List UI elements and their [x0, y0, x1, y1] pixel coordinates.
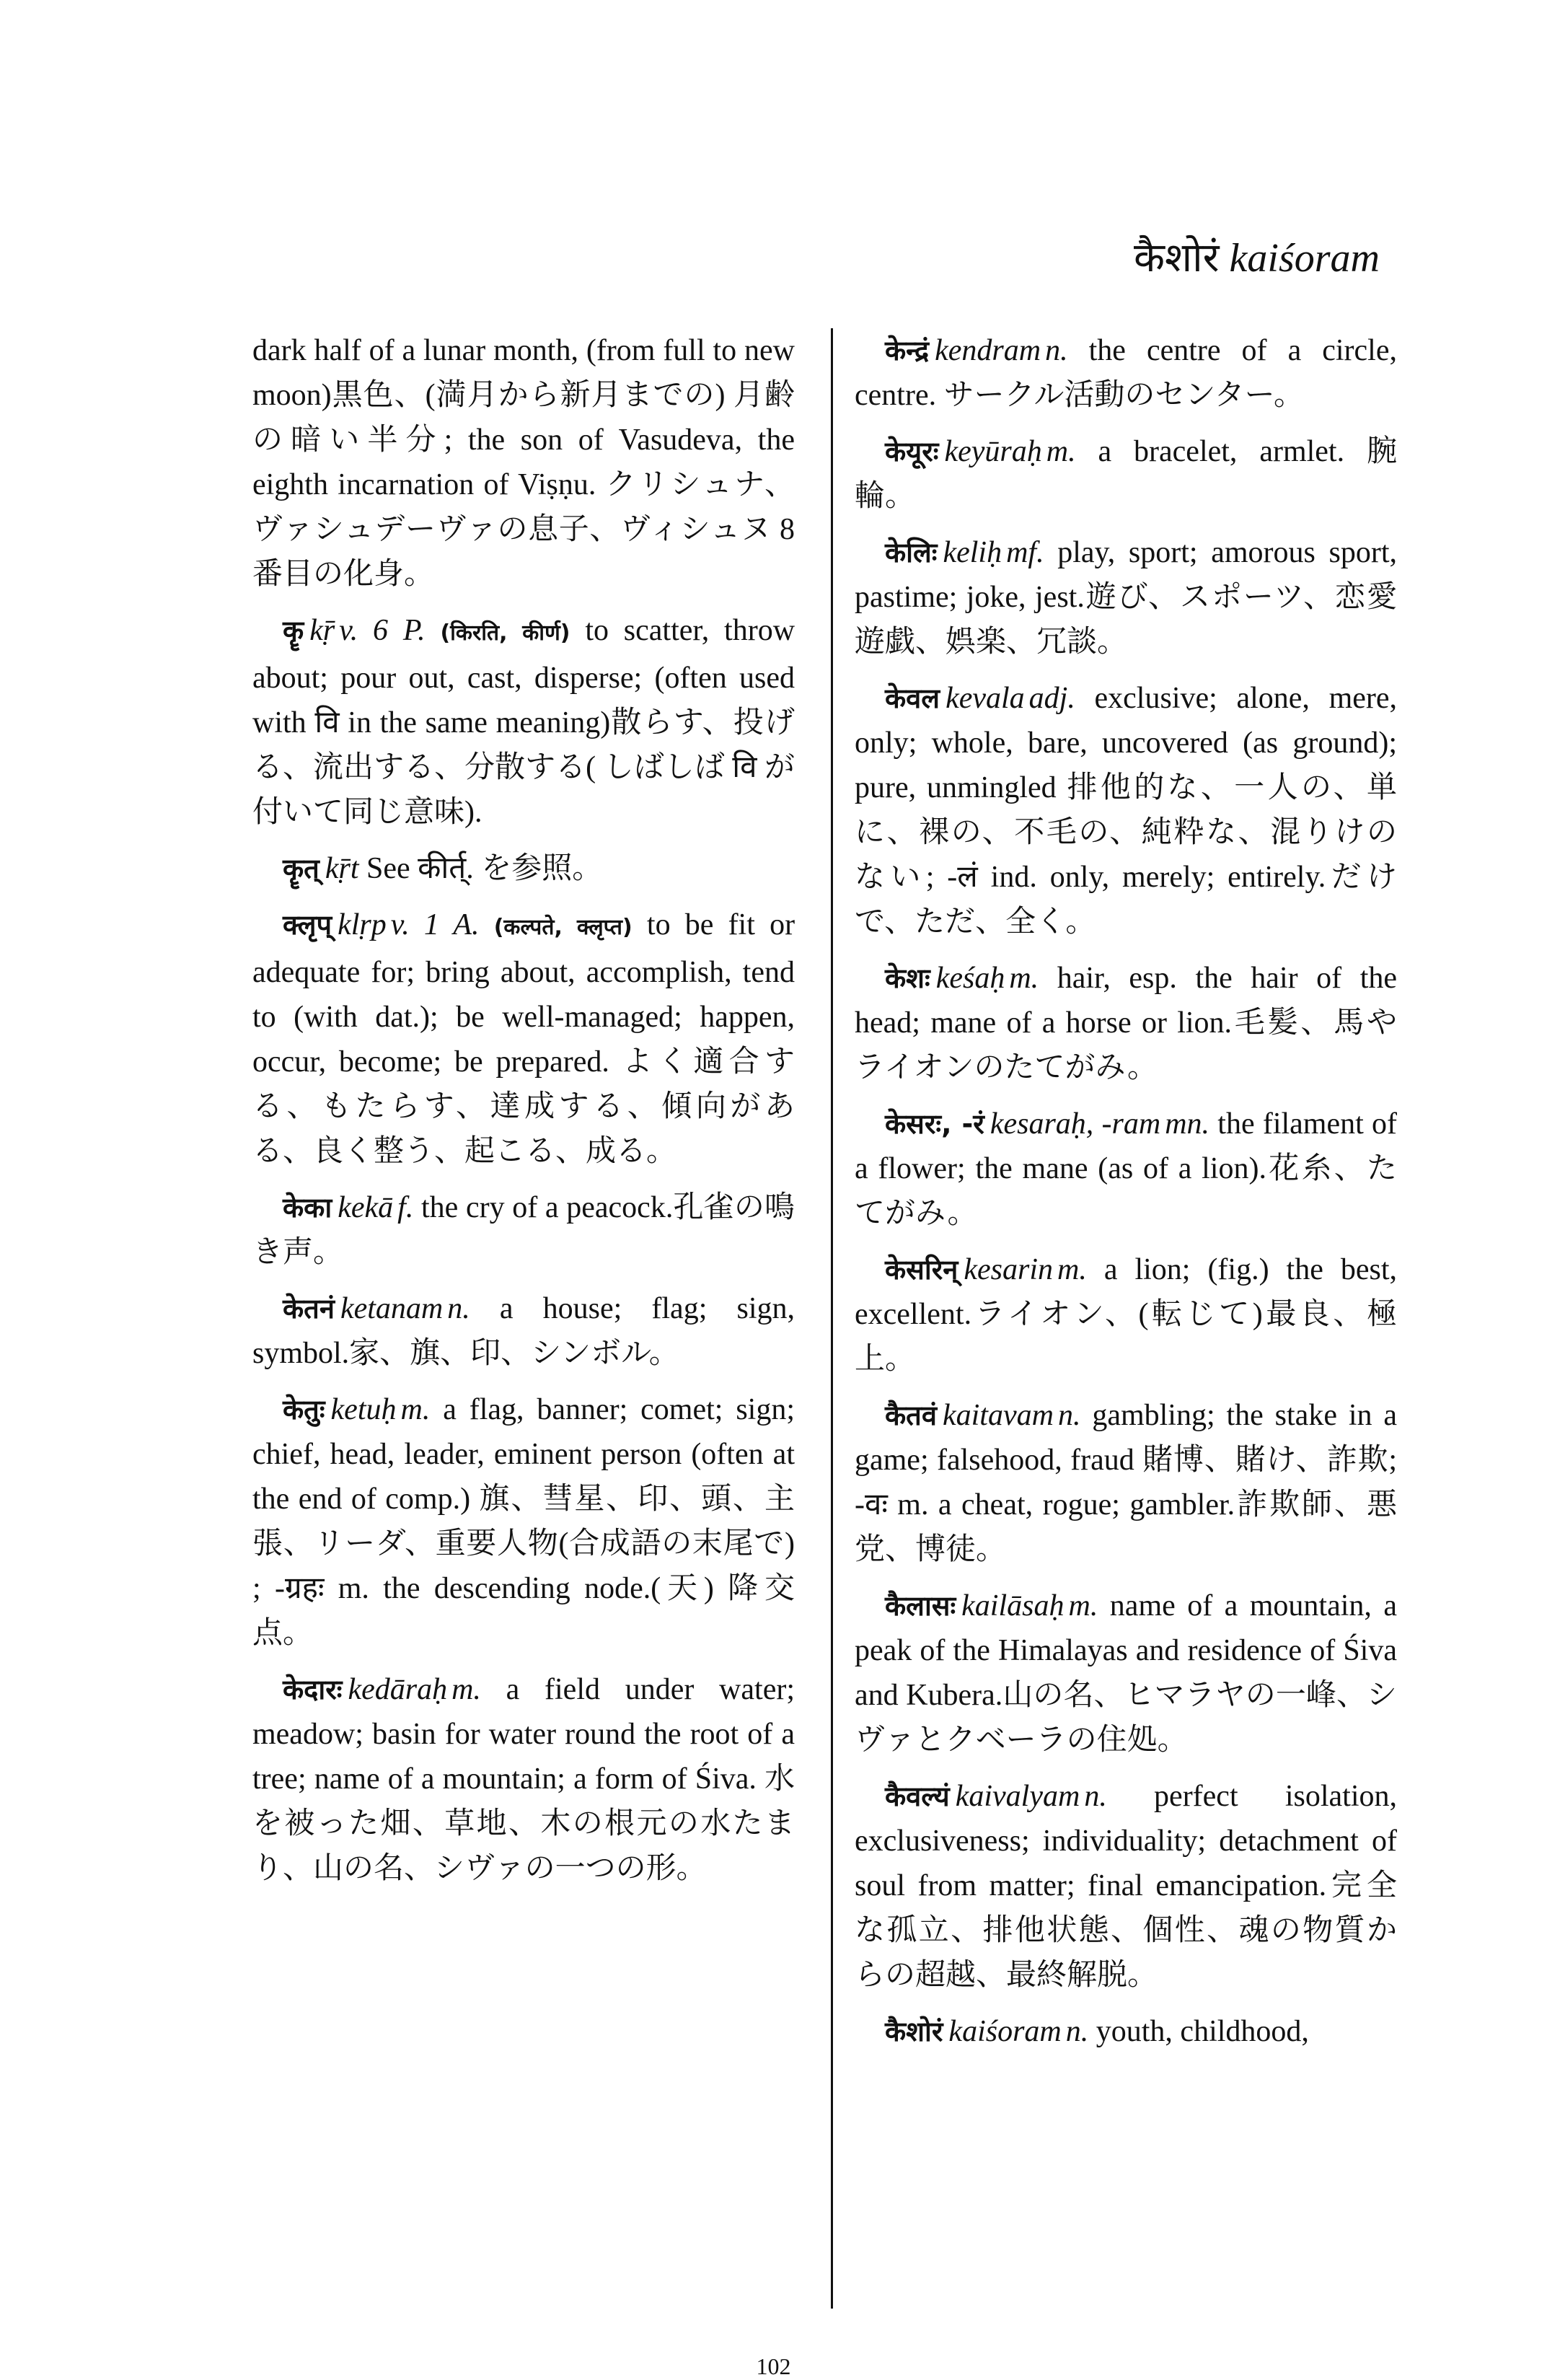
entry-grammar: n.	[447, 1292, 470, 1325]
entry-transliteration: kendram	[935, 334, 1041, 367]
right-column	[855, 328, 1397, 2065]
entry-headword: कॄत्	[283, 853, 319, 884]
dictionary-entry	[855, 429, 1397, 519]
entry-transliteration: kṝ	[309, 614, 335, 647]
entry-continuation: dark half of a lunar month, (from full to new moon)黒色、(満月から新月までの) 月齢の暗い半分; the son of Vasudeva, the eighth incarnation of Viṣṇu. クリシュナ、ヴァシュデーヴァの息子、ヴィシュヌ 8 番目の化身。	[252, 334, 795, 591]
running-head-latin: kaiśoram	[1229, 236, 1380, 281]
right-entries	[855, 328, 1397, 2054]
entry-forms: (कल्पते, क्लृप्त)	[493, 915, 633, 940]
running-head	[1134, 236, 1380, 281]
entry-headword: केवल	[885, 682, 940, 714]
dictionary-entry	[855, 676, 1397, 944]
entry-headword: केसरः, -रं	[885, 1108, 984, 1140]
entry-transliteration: kaiśoram	[948, 2015, 1062, 2048]
entry-grammar: m.	[451, 1673, 481, 1706]
page-number: 102	[756, 2353, 791, 2379]
entry-definition: a bracelet, armlet. 腕輪。	[855, 435, 1398, 513]
entry-transliteration: kaivalyam	[955, 1780, 1080, 1813]
entry-headword: कैशोरं	[885, 2016, 943, 2047]
entry-definition: name of a mountain, a peak of the Himalayas and residence of Śiva and Kubera.山の名、ヒマラヤの一峰、シヴァとクベーラの住処。	[855, 1589, 1398, 1757]
dictionary-entry	[252, 608, 795, 835]
dictionary-entry	[855, 2009, 1397, 2054]
left-entries	[252, 608, 795, 1891]
entry-headword: केसरिन्	[885, 1254, 958, 1286]
entry-headword: कैतवं	[885, 1400, 937, 1431]
entry-headword: केयूरः	[885, 436, 939, 467]
entry-definition: to scatter, throw about; pour out, cast, disperse; (often used with वि in the same meaning)散らす、投げる、流出する、分散する( しばしば वि が 付いて同じ意味).	[252, 614, 795, 829]
entry-grammar: v. 1 A.	[390, 908, 480, 941]
entry-transliteration: ketanam	[340, 1292, 444, 1325]
entry-transliteration: kedāraḥ	[348, 1673, 448, 1706]
entry-headword: कैवल्यं	[885, 1780, 950, 1812]
dictionary-entry	[252, 846, 795, 891]
entry-definition: hair, esp. the hair of the head; mane of a horse or lion.毛髪、馬やライオンのたてがみ。	[855, 962, 1398, 1084]
dictionary-entry	[855, 1247, 1397, 1382]
entry-definition: play, sport; amorous sport, pastime; joke, jest.遊び、スポーツ、恋愛遊戯、娯楽、冗談。	[855, 536, 1397, 659]
entry-grammar: m.	[1046, 435, 1076, 468]
entry-headword: केलिः	[885, 537, 938, 568]
entry-headword: केतनं	[283, 1293, 335, 1325]
entry-transliteration: kṝt	[325, 852, 359, 885]
entry-grammar: n.	[1045, 334, 1068, 367]
entry-grammar: m.	[1068, 1589, 1098, 1622]
entry-transliteration: keśaḥ	[935, 962, 1005, 995]
entry-headword: क्लृप्	[283, 909, 332, 941]
entry-definition: See कीर्त्. を参照。	[366, 852, 603, 885]
entry-transliteration: kesarin	[964, 1253, 1054, 1286]
dictionary-entry	[252, 1387, 795, 1656]
entry-grammar: m.	[1057, 1253, 1087, 1286]
entry-grammar: mf.	[1006, 536, 1044, 569]
entry-forms: (किरति, कीर्ण)	[440, 620, 570, 646]
entry-grammar: m.	[1009, 962, 1039, 995]
entry-transliteration: kesaraḥ, -ram	[990, 1107, 1161, 1141]
left-column	[252, 328, 795, 1902]
entry-definition: the cry of a peacock.孔雀の鳴き声。	[252, 1191, 795, 1269]
entry-definition: exclusive; alone, mere, only; whole, bare, uncovered (as ground); pure, unmingled 排他的な、一人の、単に、裸の、不毛の、純粋な、混りけのない; -लं ind. only, merely; entirely.だけで、ただ、全く。	[855, 682, 1398, 939]
entry-headword: कैलासः	[885, 1590, 956, 1622]
dictionary-entry	[252, 903, 795, 1174]
dictionary-entry	[855, 328, 1397, 418]
dictionary-entry	[855, 1584, 1397, 1762]
entry-headword: केतुः	[283, 1394, 325, 1426]
entry-transliteration: kekā	[338, 1191, 394, 1224]
dictionary-entry	[855, 1774, 1397, 1998]
entry-definition: a field under water; meadow; basin for water round the root of a tree; name of a mountain; a form of Śiva. 水を被った畑、草地、木の根元の水たまり、山の名、シヴァの一つの形。	[252, 1673, 795, 1885]
entry-definition: the centre of a circle, centre. サークル活動のセンター。	[855, 334, 1397, 412]
entry-transliteration: keyūraḥ	[944, 435, 1042, 468]
entry-transliteration: keliḥ	[943, 536, 1002, 569]
dictionary-entry	[855, 530, 1397, 664]
column-divider	[831, 328, 833, 2309]
entry-grammar: n.	[1065, 2015, 1089, 2048]
entry-transliteration: kaitavam	[942, 1399, 1054, 1432]
dictionary-entry	[855, 1102, 1397, 1236]
dictionary-entry	[855, 956, 1397, 1090]
entry-transliteration: kevala	[946, 682, 1025, 715]
entry-definition: a lion; (fig.) the best, excellent.ライオン、(転じて)最良、極上。	[855, 1253, 1397, 1376]
entry-grammar: mn.	[1165, 1107, 1210, 1141]
entry-definition: to be fit or adequate for; bring about, accomplish, tend to (with dat.); be well-managed; happen, occur, become; be prepared. よく適合する、もたらす、達成する、傾向がある、良く整う、起こる、成る。	[252, 908, 795, 1168]
dictionary-entry	[252, 1185, 795, 1275]
entry-definition: the filament of a flower; the mane (as of a lion).花糸、たてがみ。	[855, 1107, 1397, 1230]
dictionary-entry	[252, 1286, 795, 1376]
entry-grammar: m.	[400, 1393, 431, 1426]
entry-grammar: n.	[1057, 1399, 1081, 1432]
entry-grammar: f.	[397, 1191, 414, 1224]
entry-grammar: adj.	[1028, 682, 1075, 715]
entry-grammar: v. 6 P.	[339, 614, 426, 647]
entry-grammar: n.	[1084, 1780, 1107, 1813]
entry-definition: a house; flag; sign, symbol.家、旗、印、シンボル。	[252, 1292, 795, 1370]
entry-definition: a flag, banner; comet; sign; chief, head, leader, eminent person (often at the end of comp.) 旗、彗星、印、頭、主張、リーダ、重要人物(合成語の末尾で) ; -ग्रहः m. the descending node.(天) 降交点。	[252, 1393, 795, 1650]
dictionary-entry	[855, 1393, 1397, 1572]
entry-headword: कॄ	[283, 615, 304, 646]
entry-transliteration: kailāsaḥ	[961, 1589, 1065, 1622]
entry-definition: perfect isolation, exclusiveness; individuality; detachment of soul from matter; final emancipation.完全な孤立、排他状態、個性、魂の物質からの超越、最終解脱。	[855, 1780, 1398, 1992]
entry-headword: केका	[283, 1192, 332, 1224]
entry-definition: gambling; the stake in a game; falsehood, fraud 賭博、賭け、詐欺; -वः m. a cheat, rogue; gambler.詐欺師、悪党、博徒。	[855, 1399, 1397, 1566]
entry-headword: केदारः	[283, 1674, 343, 1705]
entry-headword: केन्द्रं	[885, 335, 930, 366]
entry-transliteration: klṛp	[338, 908, 387, 941]
running-head-devanagari: कैशोरं	[1134, 236, 1220, 281]
dictionary-entry	[252, 1667, 795, 1891]
entry-definition: youth, childhood,	[1096, 2015, 1309, 2048]
entry-transliteration: ketuḥ	[330, 1393, 397, 1426]
entry-headword: केशः	[885, 962, 930, 994]
